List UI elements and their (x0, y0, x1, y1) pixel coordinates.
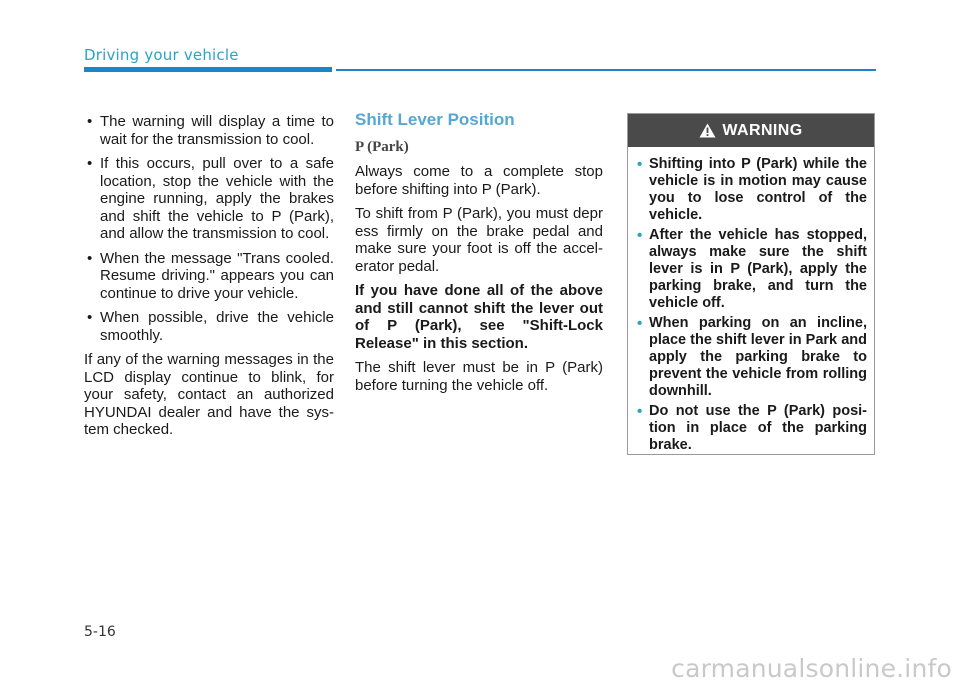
header-rule-thin (336, 69, 876, 71)
list-item: • If this occurs, pull over to a safe location, stop the vehicle with the engine running, apply the brakes and shift the vehicle to P (Park), and allow the transmission to cool. (87, 155, 334, 242)
bullet-icon: • (637, 403, 643, 420)
subsection-title: P (Park) (355, 138, 409, 155)
body-paragraph: To shift from P (Park), you must depr ess firmly on the brake pedal and make sure your foot is off the accel-erator pedal. (355, 205, 603, 275)
header-rule-thick (84, 67, 332, 72)
body-paragraph-bold: If you have done all of the above and still cannot shift the lever out of P (Park), see "Shift-Lock Release" in this section. (355, 282, 603, 352)
list-item: • When parking on an incline, place the shift lever in Park and apply the parking brake to prevent the vehicle from rolling downhill. (637, 315, 867, 399)
page-number: 5-16 (84, 624, 116, 640)
bullet-icon: • (637, 227, 643, 244)
list-item: • After the vehicle has stopped, always make sure the shift lever is in P (Park), apply the parking brake, and turn the vehicle off. (637, 227, 867, 311)
list-item: • The warning will display a time to wait for the transmission to cool. (87, 113, 334, 148)
bullet-icon: • (637, 156, 643, 173)
middle-column (355, 111, 603, 401)
bullet-icon: • (87, 155, 93, 172)
body-paragraph: The shift lever must be in P (Park) before turning the vehicle off. (355, 359, 603, 394)
bullet-list (84, 113, 334, 344)
list-item: • Do not use the P (Park) posi-tion in place of the parking brake. (637, 403, 867, 453)
body-paragraph: If any of the warning messages in the LCD display continue to blink, for your safety, contact an authorized HYUNDAI dealer and have the sys-tem checked. (84, 351, 334, 438)
section-title: Shift Lever Position (355, 110, 515, 129)
bullet-icon: • (87, 249, 93, 267)
watermark: carmanualsonline.info (671, 654, 952, 683)
warning-list (637, 156, 867, 454)
bullet-icon: • (637, 315, 643, 332)
section-header: Driving your vehicle (84, 46, 239, 64)
list-item: • When the message "Trans cooled. Resume driving." appears you can continue to drive your vehicle. (87, 249, 334, 302)
body-paragraph: Always come to a complete stop before shifting into P (Park). (355, 163, 603, 198)
warning-body (628, 147, 874, 454)
bullet-icon: • (87, 309, 93, 326)
left-column (84, 113, 334, 446)
warning-title: WARNING (722, 121, 803, 139)
bullet-icon: • (87, 113, 93, 130)
list-item: • When possible, drive the vehicle smoothly. (87, 309, 334, 344)
list-item: • Shifting into P (Park) while the vehicle is in motion may cause you to lose control of the vehicle. (637, 156, 867, 223)
warning-header (628, 114, 874, 147)
warning-box (627, 113, 875, 455)
warning-triangle-icon (699, 123, 716, 138)
